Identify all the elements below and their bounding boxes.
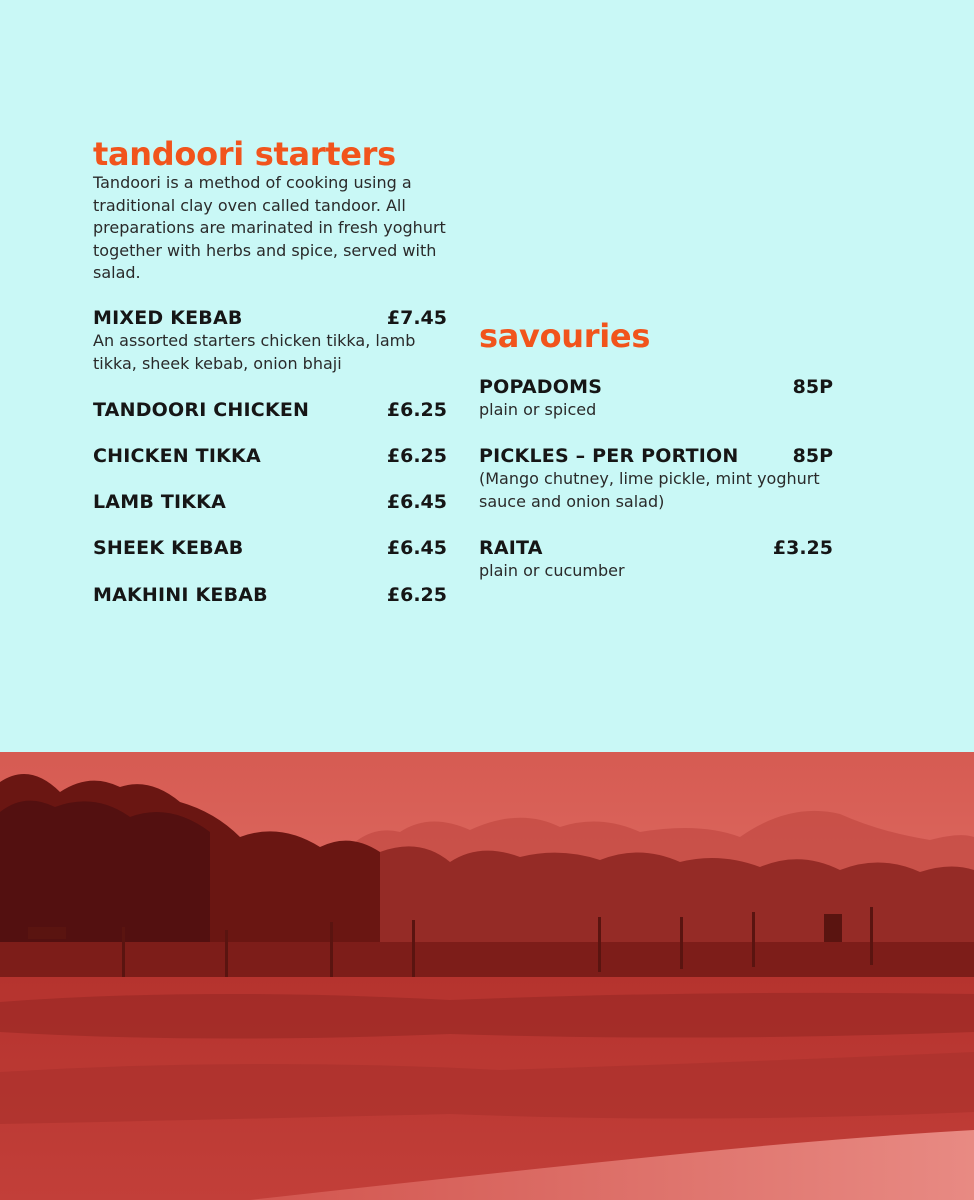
item-name: LAMB TIKKA bbox=[93, 491, 226, 513]
item-name: MAKHINI KEBAB bbox=[93, 584, 268, 606]
menu-item-tandoori-chicken bbox=[93, 398, 447, 422]
item-price: £6.25 bbox=[386, 399, 447, 421]
item-price: £7.45 bbox=[386, 307, 447, 329]
item-name: MIXED KEBAB bbox=[93, 307, 243, 329]
menu-item-chicken-tikka bbox=[93, 444, 447, 468]
item-description: (Mango chutney, lime pickle, mint yoghurt sauce and onion salad) bbox=[479, 469, 820, 511]
menu-item-lamb-tikka bbox=[93, 490, 447, 514]
item-price: 85P bbox=[792, 445, 833, 467]
tandoori-intro: Tandoori is a method of cooking using a traditional clay oven called tandoor. All preparations are marinated in fresh yoghurt together with herbs and spice, served with salad. bbox=[93, 173, 446, 282]
item-price: £3.25 bbox=[772, 537, 833, 559]
savouries-title: savouries bbox=[479, 317, 651, 355]
item-name: SHEEK KEBAB bbox=[93, 537, 244, 559]
item-name: TANDOORI CHICKEN bbox=[93, 399, 310, 421]
menu-item-raita bbox=[479, 536, 833, 583]
item-description: An assorted starters chicken tikka, lamb tikka, sheek kebab, onion bhaji bbox=[93, 331, 416, 373]
item-name: POPADOMS bbox=[479, 376, 603, 398]
tandoori-starters-title: tandoori starters bbox=[93, 135, 396, 173]
item-name: PICKLES – PER PORTION bbox=[479, 445, 739, 467]
item-price: £6.25 bbox=[386, 584, 447, 606]
menu-item-pickles bbox=[479, 444, 833, 513]
item-name: CHICKEN TIKKA bbox=[93, 445, 261, 467]
item-price: £6.45 bbox=[386, 537, 447, 559]
menu-item-popadoms bbox=[479, 375, 833, 422]
menu-item-makhini-kebab bbox=[93, 583, 447, 607]
item-description: plain or cucumber bbox=[479, 561, 625, 580]
item-description: plain or spiced bbox=[479, 400, 597, 419]
menu-item-mixed-kebab bbox=[93, 306, 447, 375]
item-name: RAITA bbox=[479, 537, 543, 559]
menu-item-sheek-kebab bbox=[93, 536, 447, 560]
landscape-photo bbox=[0, 752, 974, 1200]
item-price: £6.45 bbox=[386, 491, 447, 513]
item-price: £6.25 bbox=[386, 445, 447, 467]
item-price: 85P bbox=[792, 376, 833, 398]
